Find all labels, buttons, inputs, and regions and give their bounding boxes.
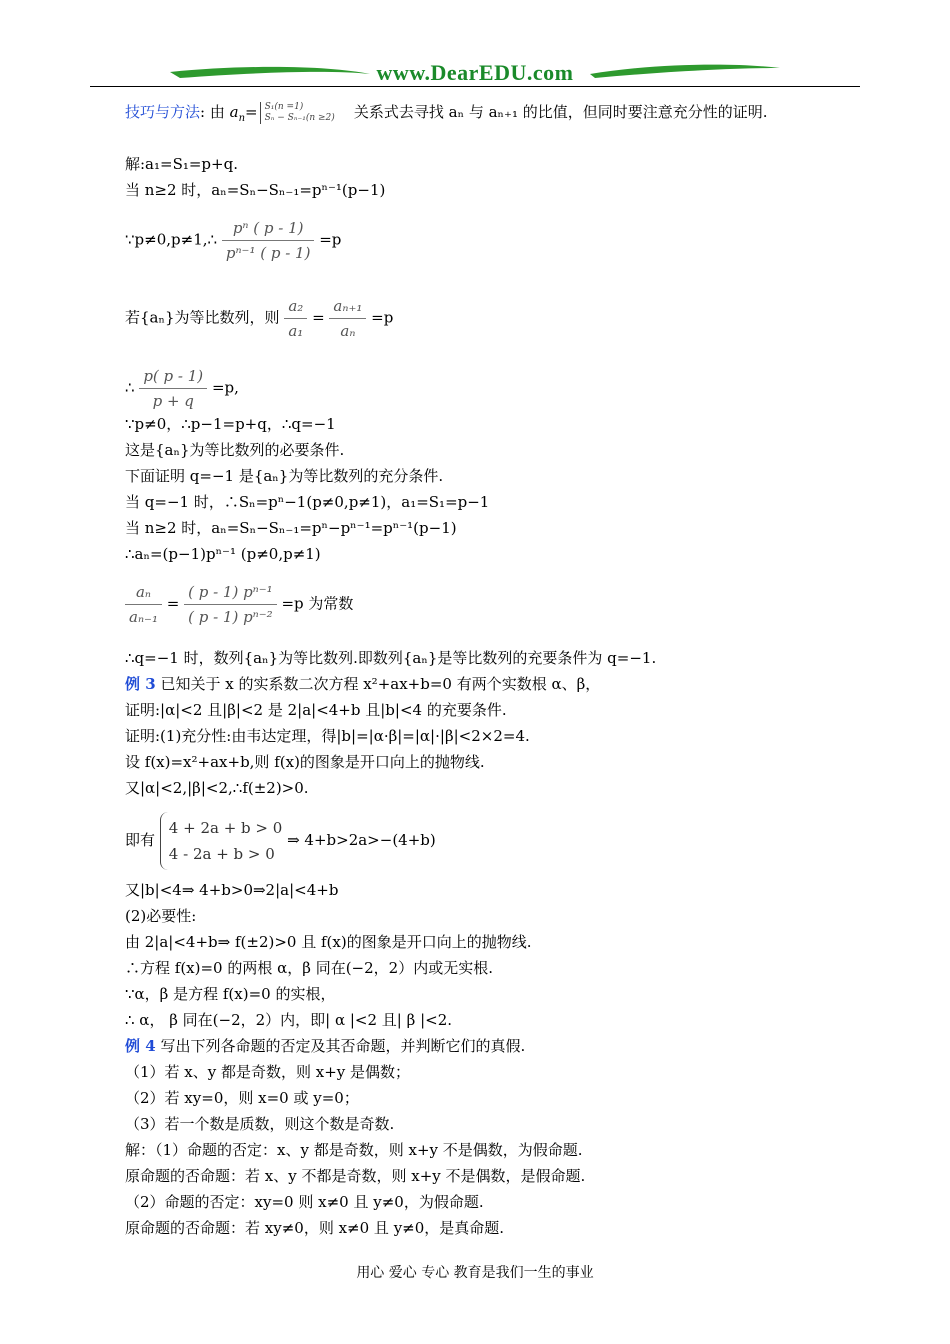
text-line: 原命题的否命题：若 xy≠0，则 x≠0 且 y≠0，是真命题. bbox=[125, 1219, 505, 1237]
text-fragment: 已知关于 x 的实系数二次方程 x²+ax+b=0 有两个实数根 α、β， bbox=[160, 675, 601, 693]
fraction: $\frac{\text{aₙ₊₁}}{\text{aₙ}}$ bbox=[329, 296, 366, 341]
text-fragment: = bbox=[312, 308, 325, 327]
example-label: 例 3 bbox=[125, 675, 156, 693]
text-line: ∴ α， β 同在(−2，2）内，即| α |<2 且| β |<2. bbox=[125, 1011, 453, 1029]
text-line: 这是{aₙ}为等比数列的必要条件. bbox=[125, 441, 345, 459]
text-fragment: ⇒ 4+b>2a>−(4+b) bbox=[287, 831, 436, 849]
text-fragment: 即有 bbox=[125, 831, 156, 849]
site-logo[interactable]: www.DearEDU.com bbox=[376, 60, 574, 85]
text-line: ∵p≠0，∴p−1=p+q，∴q=−1 bbox=[125, 415, 336, 433]
text-line: 证明:(1)充分性:由韦达定理，得|b|=|α·β|=|α|·|β|<2×2=4. bbox=[125, 727, 530, 745]
text-line: （3）若一个数是质数，则这个数是奇数. bbox=[125, 1115, 395, 1133]
text-fragment: 若{aₙ}为等比数列，则 bbox=[125, 308, 280, 327]
fraction: $\frac{p( p - 1)}{p + q}$ bbox=[139, 366, 207, 411]
text-fragment: = bbox=[166, 594, 180, 613]
text-line: ∴q=−1 时，数列{aₙ}为等比数列.即数列{aₙ}是等比数列的充要条件为 q=−1. bbox=[125, 649, 657, 667]
text-line: （1）若 x、y 都是奇数，则 x+y 是偶数； bbox=[125, 1063, 411, 1081]
fraction: $\frac{\text{( p - 1) pⁿ⁻¹}}{\text{( p - 1) pⁿ⁻²}}$ bbox=[184, 582, 277, 627]
text-line: (2)必要性: bbox=[125, 907, 197, 925]
header-rule bbox=[90, 86, 860, 87]
hint-label: 技巧与方法 bbox=[125, 103, 201, 121]
text-line: 原命题的否命题：若 x、y 不都是奇数，则 x+y 不是偶数，是假命题. bbox=[125, 1167, 586, 1185]
text-line: （2）若 xy=0，则 x=0 或 y=0； bbox=[125, 1089, 359, 1107]
text-line: 又|b|<4⇒ 4+b>0⇒2|a|<4+b bbox=[125, 881, 339, 899]
text-line: ∵α，β 是方程 f(x)=0 的实根， bbox=[125, 985, 336, 1003]
text-line: 设 f(x)=x²+ax+b,则 f(x)的图象是开口向上的抛物线. bbox=[125, 753, 485, 771]
fraction: $\frac{\text{a₂}}{\text{a₁}}$ bbox=[284, 296, 307, 341]
formula-line bbox=[125, 812, 436, 870]
text-line: 技巧与方法: 由 $a_n= S_1(n =1)$ Sₙ − Sₙ₋₁(n ≥2) 关系式去寻找 aₙ 与 aₙ₊₁ 的比值，但同时要注意充分性的证明. bbox=[125, 102, 768, 124]
text-line: 证明:|α|<2 且|β|<2 是 2|a|<4+b 且|b|<4 的充要条件. bbox=[125, 701, 507, 719]
text-fragment: =p bbox=[319, 230, 342, 249]
inequality-system: 4 + 2a + b > 0 4 - 2a + b > 0 bbox=[160, 812, 283, 870]
text-line: 解：（1）命题的否定：x、y 都是奇数，则 x+y 不是偶数，为假命题. bbox=[125, 1141, 583, 1159]
formula-line bbox=[125, 218, 341, 263]
text-line: 由 2|a|<4+b⇒ f(±2)>0 且 f(x)的图象是开口向上的抛物线. bbox=[125, 933, 532, 951]
text-line bbox=[125, 674, 600, 694]
example-label: 例 4 bbox=[125, 1037, 156, 1055]
piecewise-formula: S₁(n =1) Sₙ − Sₙ₋₁(n ≥2) bbox=[260, 102, 335, 124]
text-line: ∴方程 f(x)=0 的两根 α，β 同在(−2，2）内或无实根. bbox=[125, 959, 493, 977]
text-line: 当 n≥2 时，aₙ=Sₙ−Sₙ₋₁=pⁿ−pⁿ⁻¹=pⁿ⁻¹(p−1) bbox=[125, 519, 457, 537]
text-line: （2）命题的否定：xy=0 则 x≠0 且 y≠0，为假命题. bbox=[125, 1193, 484, 1211]
text-line: 当 n≥2 时，aₙ=Sₙ−Sₙ₋₁=pⁿ⁻¹(p−1) bbox=[125, 181, 386, 199]
formula-line bbox=[125, 582, 353, 627]
text-fragment: ∴ bbox=[125, 378, 135, 397]
text-fragment: ∵p≠0,p≠1,∴ bbox=[125, 230, 218, 249]
formula-line bbox=[125, 296, 393, 341]
text-fragment: 写出下列各命题的否定及其否命题，并判断它们的真假. bbox=[160, 1037, 526, 1055]
text-line bbox=[125, 1036, 525, 1056]
text-fragment: =p 为常数 bbox=[281, 594, 354, 613]
text-line: ∴aₙ=(p−1)pⁿ⁻¹ (p≠0,p≠1) bbox=[125, 545, 321, 563]
text-line: 解:a₁=S₁=p+q. bbox=[125, 155, 238, 173]
page-footer: 用心 爱心 专心 教育是我们一生的事业 bbox=[356, 1265, 594, 1281]
text-line: 当 q=−1 时，∴Sₙ=pⁿ−1(p≠0,p≠1)，a₁=S₁=p−1 bbox=[125, 493, 490, 511]
text-fragment: =p bbox=[371, 308, 394, 327]
text-line: 又|α|<2,|β|<2,∴f(±2)>0. bbox=[125, 779, 309, 797]
formula-line bbox=[125, 366, 239, 411]
text-fragment: =p, bbox=[211, 378, 239, 397]
fraction: $\frac{\text{aₙ}}{\text{aₙ₋₁}}$ bbox=[125, 582, 162, 627]
text-line: 下面证明 q=−1 是{aₙ}为等比数列的充分条件. bbox=[125, 467, 444, 485]
fraction: $\frac{\text{pⁿ ( p - 1)}}{\text{pⁿ⁻¹ ( p - 1)}}$ bbox=[222, 218, 315, 263]
text-fragment: 关系式去寻找 aₙ 与 aₙ₊₁ 的比值，但同时要注意充分性的证明. bbox=[353, 103, 768, 121]
